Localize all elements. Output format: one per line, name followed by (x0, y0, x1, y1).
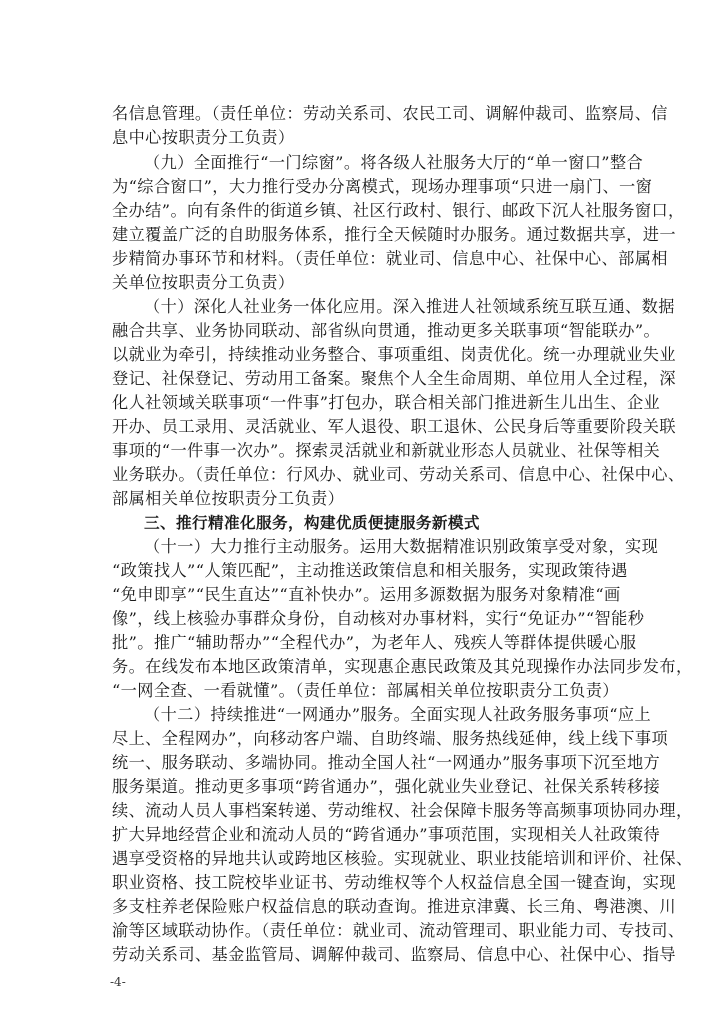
section-3-heading: 三、推行精准化服务，构建优质便捷服务新模式 (144, 514, 480, 532)
text-line: 登记、社保登记、劳动用工备案。聚焦个人全生命周期、单位用人全过程，深 (112, 369, 676, 388)
paragraph-12-start: （十二）持续推进“一网通办”服务。全面实现人社政务服务事项“应上 (144, 705, 652, 724)
paragraph-9-start: （九）全面推行“一门综窗”。将各级人社服务大厅的“单一窗口”整合 (144, 153, 644, 172)
text-line: 职业资格、技工院校毕业证书、劳动维权等个人权益信息全国一键查询，实现 (112, 873, 676, 892)
text-line: 务。在线发布本地区政策清单，实现惠企惠民政策及其兑现操作办法同步发布， (112, 657, 693, 676)
paragraph-11-start: （十一）大力推行主动服务。运用大数据精准识别政策享受对象，实现 (144, 537, 659, 556)
text-line: 像”，线上核验办事群众身份，自动核对办事材料，实行“免证办”“智能秒 (112, 609, 645, 628)
text-line: 步精简办事环节和材料。（责任单位：就业司、信息中心、社保中心、部属相 (112, 249, 668, 268)
paragraph-10-start: （十）深化人社业务一体化应用。深入推进人社领域系统互联互通、数据 (144, 297, 675, 316)
text-line: 为“综合窗口”，大力推行受办分离模式，现场办理事项“只进一扇门、一窗 (112, 177, 653, 196)
text-line: 全办结”。向有条件的街道乡镇、社区行政村、银行、邮政下沉人社服务窗口， (112, 201, 685, 220)
text-line: 开办、员工录用、灵活就业、军人退役、职工退休、公民身后等重要阶段关联 (112, 417, 676, 436)
text-line: 多支柱养老保险账户权益信息的联动查询。推进京津冀、长三角、粤港澳、川 (112, 897, 676, 916)
text-line: 部属相关单位按职责分工负责） (112, 489, 345, 508)
text-line: 尽上、全程网办”，向移动客户端、自助终端、服务热线延伸，线上线下事项 (112, 729, 669, 748)
text-line: 遇享受资格的异地共认或跨地区核验。实现就业、职业技能培训和评价、社保、 (112, 849, 693, 868)
text-line: “一网全查、一看就懂”。（责任单位：部属相关单位按职责分工负责） (112, 681, 619, 700)
text-line: 以就业为牵引，持续推动业务整合、事项重组、岗责优化。统一办理就业失业 (112, 345, 676, 364)
text-line: 事项的“一件事一次办”。探索灵活就业和新就业形态人员就业、社保等相关 (112, 441, 661, 460)
text-line: “政策找人”“人策匹配”，主动推送政策信息和相关服务，实现政策待遇 (112, 561, 628, 580)
text-line: 续、流动人员人事档案转递、劳动维权、社会保障卡服务等高频事项协同办理， (112, 801, 693, 820)
text-line: 化人社领域关联事项“一件事”打包办，联合相关部门推进新生儿出生、企业 (112, 393, 661, 412)
text-line: 融合共享、业务协同联动、部省纵向贯通，推动更多关联事项“智能联办”。 (112, 321, 661, 340)
text-line: 服务渠道。推动更多事项“跨省通办”，强化就业失业登记、社保关系转移接 (112, 777, 661, 796)
text-line: 名信息管理。（责任单位：劳动关系司、农民工司、调解仲裁司、监察局、信 (112, 104, 668, 123)
text-line: 息中心按职责分工负责） (112, 128, 295, 147)
text-line: 业务联办。（责任单位：行风办、就业司、劳动关系司、信息中心、社保中心、 (112, 465, 685, 484)
text-line: 关单位按职责分工负责） (112, 273, 295, 292)
text-line: 劳动关系司、基金监管局、调解仲裁司、监察局、信息中心、社保中心、指导 (112, 945, 676, 964)
text-line: 渝等区域联动协作。（责任单位：就业司、流动管理司、职业能力司、专技司、 (112, 921, 685, 940)
text-line: 建立覆盖广泛的自助服务体系，推行全天候随时办服务。通过数据共享，进一 (112, 225, 676, 244)
text-line: 批”。推广“辅助帮办”“全程代办”，为老年人、残疾人等群体提供暖心服 (112, 633, 637, 652)
text-line: “免申即享”“民生直达”“直补快办”。运用多源数据为服务对象精准“画 (112, 585, 621, 604)
text-line: 扩大异地经营企业和流动人员的“跨省通办”事项范围，实现相关人社政策待 (112, 825, 661, 844)
text-line: 统一、服务联动、多端协同。推动全国人社“一网通办”服务事项下沉至地方 (112, 753, 661, 772)
page-number: -4- (110, 975, 126, 989)
